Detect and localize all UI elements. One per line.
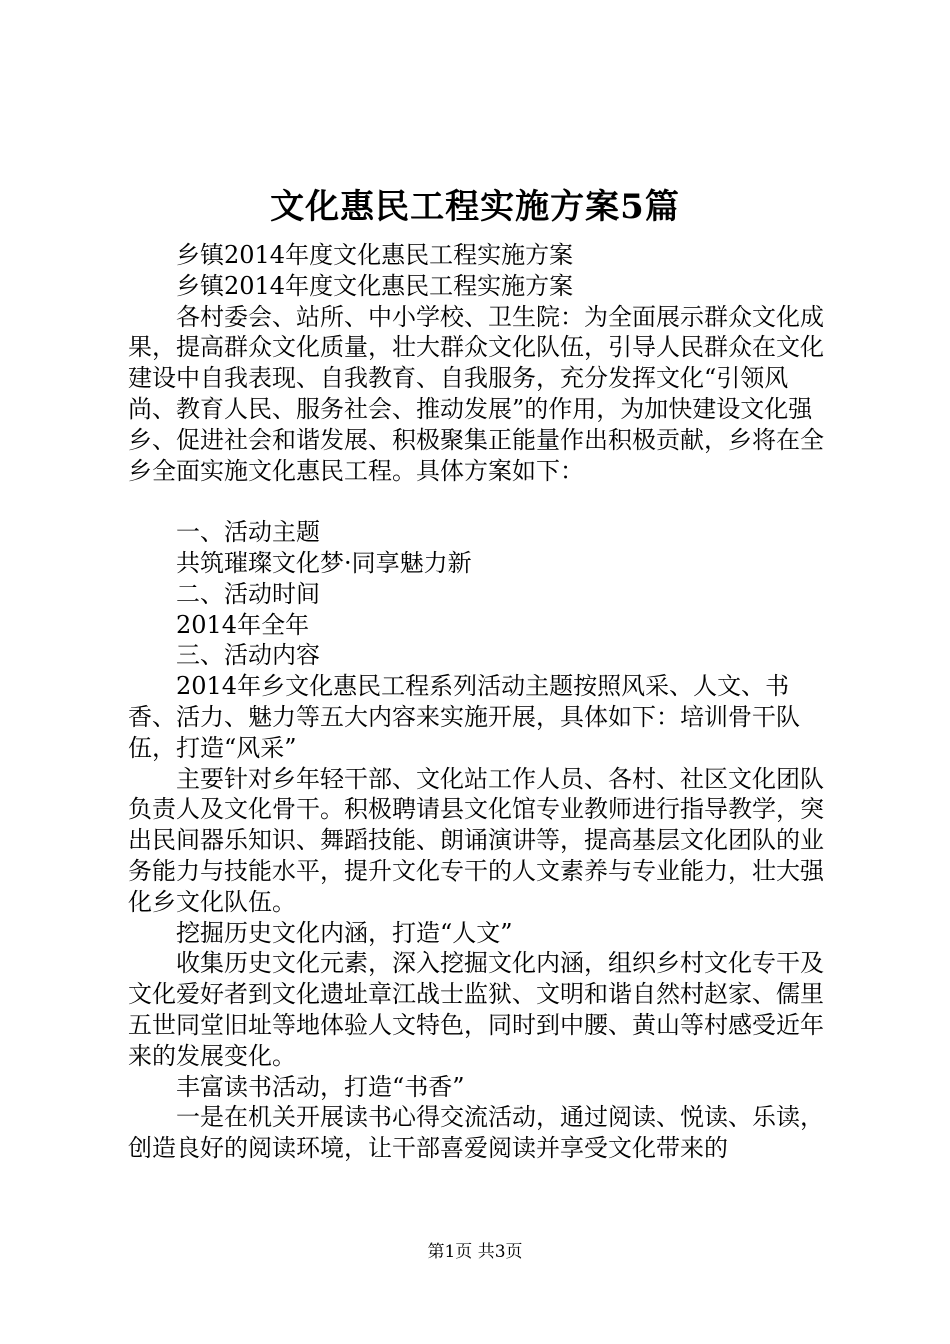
document-body bbox=[128, 240, 834, 1164]
paragraph-intro: 各村委会、站所、中小学校、卫生院：为全面展示群众文化成果，提高群众文化质量，壮大群众文化队伍，引导人民群众在文化建设中自我表现、自我教育、自我服务，充分发挥文化“引领风尚、教育人民、服务社会、推动发展”的作用，为加快建设文化强乡、促进社会和谐发展、积极聚集正能量作出积极贡献，乡将在全乡全面实施文化惠民工程。具体方案如下： bbox=[128, 302, 824, 485]
paragraph-shuxiang: 一是在机关开展读书心得交流活动，通过阅读、悦读、乐读，创造良好的阅读环境，让干部喜爱阅读并享受文化带来的 bbox=[128, 1103, 824, 1163]
paragraph-content-overview: 2014年乡文化惠民工程系列活动主题按照风采、人文、书香、活力、魅力等五大内容来实施开展，具体如下：培训骨干队伍，打造“风采” bbox=[128, 672, 800, 762]
paragraph-time: 2014年全年 bbox=[176, 610, 310, 639]
paragraph-heading-2: 乡镇2014年度文化惠民工程实施方案 bbox=[176, 271, 574, 300]
paragraph-renwen: 收集历史文化元素，深入挖掘文化内涵，组织乡村文化专干及文化爱好者到文化遗址章江战士监狱、文明和谐自然村赵家、儒里五世同堂旧址等地体验人文特色，同时到中腰、黄山等村感受近年来的发展变化。 bbox=[128, 949, 824, 1070]
paragraph-heading-1: 乡镇2014年度文化惠民工程实施方案 bbox=[176, 241, 574, 269]
paragraph-theme: 共筑璀璨文化梦·同享魅力新 bbox=[176, 548, 472, 577]
page-footer: 第1页 共3页 bbox=[427, 1242, 523, 1262]
document-title: 文化惠民工程实施方案5篇 bbox=[270, 187, 680, 227]
subheading-shuxiang: 丰富读书活动，打造“书香” bbox=[176, 1072, 465, 1101]
section-heading-time: 二、活动时间 bbox=[176, 579, 320, 608]
paragraph-fengcai: 主要针对乡年轻干部、文化站工作人员、各村、社区文化团队负责人及文化骨干。积极聘请县文化馆专业教师进行指导教学，突出民间器乐知识、舞蹈技能、朗诵演讲等，提高基层文化团队的业务能力与技能水平，提升文化专干的人文素养与专业能力，壮大强化乡文化队伍。 bbox=[128, 764, 824, 916]
subheading-renwen: 挖掘历史文化内涵，打造“人文” bbox=[176, 918, 513, 947]
section-heading-theme: 一、活动主题 bbox=[176, 518, 320, 547]
section-heading-content: 三、活动内容 bbox=[176, 641, 320, 670]
